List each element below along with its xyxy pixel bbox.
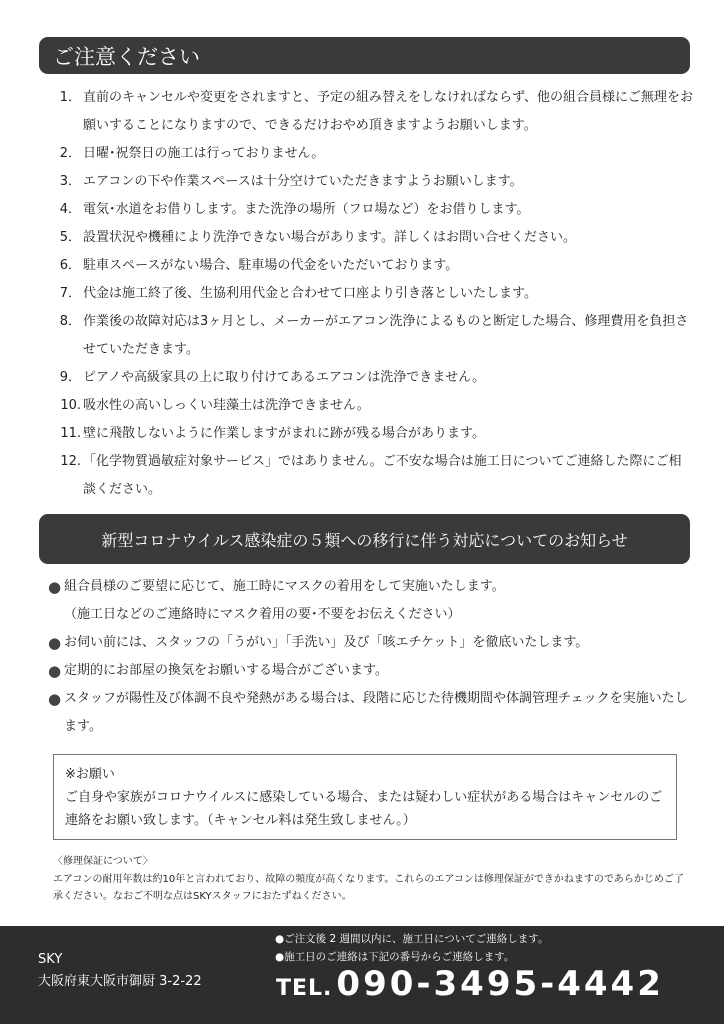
notice-item <box>49 196 699 224</box>
notice-number: 3． <box>59 174 81 189</box>
notice-text: 壁に飛散しないように作業しますがまれに跡が残る場合があります。 <box>83 426 485 441</box>
warranty-note <box>53 853 693 906</box>
request-text: ご自身や家族がコロナウイルスに感染している場合、または疑わしい症状がある場合はキャンセルのご連絡をお願い致します。（キャンセル料は発生致しません。） <box>65 790 663 828</box>
notice-text: 電気･水道をお借りします。また洗浄の場所（フロ場など）をお借りします。 <box>83 202 530 217</box>
request-title: ※お願い <box>65 767 115 782</box>
notice-text: 駐車スペースがない場合、駐車場の代金をいただいております。 <box>83 258 459 273</box>
notice-text: 代金は施工終了後、生協利用代金と合わせて口座より引き落としいたします。 <box>83 286 537 301</box>
covid-title: 新型コロナウイルス感染症の５類への移行に伴う対応についてのお知らせ <box>101 530 628 550</box>
notice-number: 10. <box>60 398 81 413</box>
warranty-title: 〈修理保証について〉 <box>53 856 153 867</box>
notice-item <box>49 392 699 420</box>
notice-number: 7． <box>59 286 81 301</box>
notice-text: 設置状況や機種により洗浄できない場合があります。詳しくはお問い合せください。 <box>83 230 576 245</box>
footer <box>0 926 724 1024</box>
notice-text: 作業後の故障対応は3ヶ月とし、メーカーがエアコン洗浄によるものと断定した場合、修理費用を負担させていただきます。 <box>83 314 689 357</box>
bullet-icon: ● <box>48 662 62 680</box>
notice-item <box>49 140 699 168</box>
notice-number: 12. <box>60 454 81 469</box>
phone-row <box>276 964 664 1004</box>
warranty-text: エアコンの耐用年数は約10年と言われており、故障の頻度が高くなります。これらのエアコンは修理保証ができかねますのであらかじめご了承ください。なおご不明な点はSKYスタッフにおたずねください。 <box>53 873 684 902</box>
covid-item <box>48 685 698 741</box>
notice-item <box>49 280 699 308</box>
notice-header <box>39 37 690 74</box>
request-box <box>53 754 677 840</box>
contact-note: ●ご注文後 2 週間以内に、施工日についてご連絡します。 <box>275 933 549 945</box>
notice-list <box>49 84 699 504</box>
notice-item <box>49 252 699 280</box>
notice-text: ピアノや高級家具の上に取り付けてあるエアコンは洗浄できません。 <box>83 370 486 385</box>
notice-item <box>49 84 699 140</box>
contact-note: ●施工日のご連絡は下記の番号からご連絡します。 <box>275 951 515 963</box>
notice-item <box>49 420 699 448</box>
covid-item-body <box>64 573 694 629</box>
notice-text: エアコンの下や作業スペースは十分空けていただきますようお願いします。 <box>83 174 523 189</box>
tel-prefix: TEL. <box>276 976 333 1001</box>
company-name: SKY <box>38 952 63 967</box>
notice-number: 8． <box>59 314 81 329</box>
covid-item-text: お伺い前には、スタッフの「うがい」「手洗い」及び「咳エチケット」を徹底いたします。 <box>64 635 589 650</box>
notice-number: 5． <box>59 230 81 245</box>
notice-text: 日曜･祝祭日の施工は行っておりません。 <box>83 146 325 161</box>
notice-text: 吸水性の高いしっくい珪藻土は洗浄できません。 <box>83 398 370 413</box>
notice-number: 6． <box>59 258 81 273</box>
covid-item-text: スタッフが陽性及び体調不良や発熱がある場合は、段階に応じた待機期間や体調管理チェックを実施いたします。 <box>64 691 688 734</box>
notice-item <box>49 308 699 364</box>
covid-item <box>48 657 698 685</box>
bullet-icon: ● <box>48 634 62 652</box>
bullet-icon: ● <box>48 690 62 708</box>
covid-item-text: 組合員様のご要望に応じて、施工時にマスクの着用をして実施いたします。 <box>64 579 505 594</box>
notice-item <box>49 364 699 392</box>
covid-list <box>48 573 698 741</box>
notice-number: 9． <box>59 370 81 385</box>
notice-number: 1． <box>59 90 81 105</box>
bullet-icon: ● <box>48 578 62 596</box>
notice-item <box>49 448 699 504</box>
notice-text: 直前のキャンセルや変更をされますと、予定の組み替えをしなければならず、他の組合員様にご無理をお願いすることになりますので、できるだけおやめ頂きますようお願いします。 <box>83 90 693 133</box>
company-info <box>38 949 202 993</box>
notice-number: 11. <box>60 426 81 441</box>
notice-number: 4． <box>59 202 81 217</box>
covid-item <box>48 573 698 629</box>
notice-text: 「化学物質過敏症対象サービス」ではありません。ご不安な場合は施工日についてご連絡した際にご相談ください。 <box>83 454 682 497</box>
covid-header <box>39 514 690 564</box>
phone-number[interactable]: 090-3495-4442 <box>336 964 664 1004</box>
notice-number: 2． <box>59 146 81 161</box>
covid-item-text: 定期的にお部屋の換気をお願いする場合がございます。 <box>64 663 388 678</box>
notice-item <box>49 168 699 196</box>
covid-item-note: （施工日などのご連絡時にマスク着用の要･不要をお伝えください） <box>64 607 461 622</box>
notice-title: ご注意ください <box>53 44 200 69</box>
notice-item <box>49 224 699 252</box>
contact-notes <box>275 930 548 966</box>
covid-item <box>48 629 698 657</box>
company-address: 大阪府東大阪市御厨 3-2-22 <box>38 974 202 989</box>
